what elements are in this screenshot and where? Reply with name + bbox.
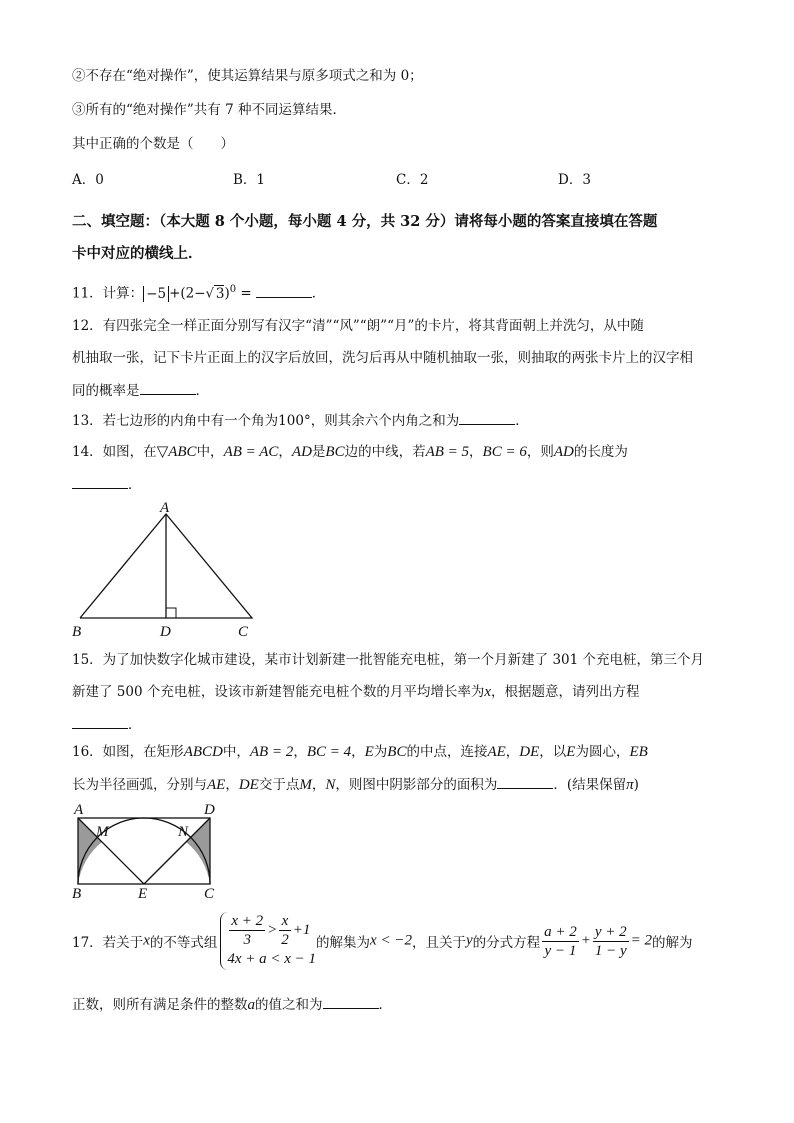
option-b[interactable]: B．1 [233,172,266,188]
q15-end: ． [128,717,142,733]
q17-text: 的解为 [652,935,693,951]
denominator: y − 1 [544,942,577,959]
fraction [593,923,629,960]
denominator: 1 − y [594,942,627,959]
answer-blank-11[interactable] [256,283,312,298]
inequality-system [220,912,316,970]
answer-blank-13[interactable] [459,410,515,425]
q15-line2b: ，根据题意，请列出方程 [491,684,640,700]
q14-math: BC [325,444,345,460]
label-c: C [238,624,249,640]
question-16-line2 [72,774,639,795]
label-b: B [72,886,82,902]
q11-end: ． [311,285,326,302]
label-m: M [96,824,109,840]
q16-math: N [325,777,336,793]
q16-math: AB = 2 [249,744,294,760]
section-heading-cont: 卡中对应的横线上． [72,245,203,262]
label-n: N [178,824,189,840]
label-a: A [160,500,170,516]
q16-text: 长为半径画弧，分别与 [72,777,207,793]
inequality-2: 4x + a < x − 1 [227,951,317,967]
q13-end: ． [515,413,529,429]
q16-text: 为 [373,744,388,760]
q11-root: 3 [215,285,225,302]
answer-blank-16[interactable] [497,774,553,789]
q17-math: x [143,932,150,949]
q16-text: ， [225,777,239,793]
q14-math: AB = 5 [425,444,470,460]
q14-text: 中， [196,444,224,460]
q16-math: π [626,777,634,793]
q14-math: AD [553,444,574,460]
q11-mid: +(2− [169,285,206,302]
fraction [542,923,579,960]
q11-abs: −5 [143,286,169,302]
q14-math: AB = AC [223,444,279,460]
q16-math: E [566,744,576,760]
q14-text: ，则 [526,444,554,460]
answer-blank-14[interactable] [72,474,128,489]
question-12-line2: 机抽取一张，记下卡片正面上的汉字后放回，洗匀后再从中随机抽取一张，则抽取的两张卡片上的汉字相 [72,350,693,366]
answer-blank-12[interactable] [140,380,196,395]
q17-math: y [465,932,473,949]
q16-text: ，则图中阴影部分的面积为 [335,777,498,793]
q16-text: 交于点 [258,777,300,793]
q16-text: ，以 [539,744,567,760]
shaded-region-right [186,818,210,884]
question-12-line3 [72,380,209,401]
q17-math: + [580,932,591,949]
q11-close: ) [224,285,230,302]
q17-math: a [247,997,255,1013]
label-b: B [72,624,82,640]
figure-isosceles-triangle [62,500,272,642]
question-14-answer [72,474,142,495]
q16-text: 的中点，连接 [406,744,488,760]
question-15-answer [72,714,142,735]
q16-math: E [364,744,374,760]
statement-2: ②不存在“绝对操作”，使其运算结果与原多项式之和为 0； [72,68,423,84]
q14-end: ． [128,477,142,493]
q17-text: 17．若关于 [72,935,144,951]
q17-text: 的不等式组 [149,935,218,951]
question-15-line1: 15．为了加快数字化城市建设，某市计划新建一批智能充电桩，第一个月新建了 301 个充电桩，第三个月 [72,652,705,668]
q11-eq: = [236,285,252,302]
label-d: D [204,802,215,818]
answer-blank-17[interactable] [323,994,379,1009]
question-17-line1 [72,912,693,970]
q16-math: DE [519,744,540,760]
sqrt-icon: √ [205,286,214,302]
q17-text: 的解集为 [316,935,371,951]
q14-math: ▽ABC [156,444,197,460]
q16-text: ， [351,744,365,760]
q16-text: 为圆心， [575,744,630,760]
q14-text: ， [469,444,483,460]
q17-text: 的分式方程 [472,935,541,951]
q16-text: ) [633,777,639,793]
q16-math: BC = 4 [306,744,352,760]
q16-text: ， [505,744,520,760]
question-14 [72,442,628,462]
question-15-line2 [72,682,640,702]
q16-text: 16．如图，在矩形 [72,744,184,760]
q17-math: > [267,922,278,938]
q16-math: M [299,777,312,793]
figure-rectangle-arcs [66,800,226,902]
q14-text: 边的中线，若 [344,444,426,460]
q16-text: ， [293,744,307,760]
option-d[interactable]: D．3 [558,172,591,188]
numerator: x [279,912,291,931]
label-c: C [204,886,215,902]
q17-math: x < −2 [370,932,412,949]
q16-math: EB [629,744,648,760]
denominator: 2 [281,931,289,948]
question-11 [72,280,325,305]
q14-text: ， [278,444,292,460]
q14-text: 是 [311,444,326,460]
q16-math: AE [207,777,226,793]
q12-line3-text: 同的概率是 [72,383,140,399]
statement-3: ③所有的“绝对操作”共有 7 种不同运算结果． [72,102,346,118]
q16-math: DE [238,777,259,793]
q16-math: AE [487,744,506,760]
question-16-line1 [72,742,648,762]
fraction [229,912,265,949]
q17-math: = 2 [630,932,653,949]
q11-prefix: 11．计算： [72,285,144,302]
option-a[interactable]: A．0 [72,172,104,188]
section-heading: 二、填空题：（本大题 8 个小题，每小题 4 分，共 32 分）请将每小题的答案直接填在答题 [72,213,658,230]
count-prompt: 其中正确的个数是（ ） [72,136,234,152]
right-angle-mark [166,608,176,618]
q14-text: 14．如图，在 [72,444,157,460]
option-c[interactable]: C．2 [396,172,429,188]
question-12-line1: 12．有四张完全一样正面分别写有汉字“清”“风”“朗”“月”的卡片，将其背面朝上并洗匀，从中随 [72,318,644,334]
q17-text: 正数，则所有满足条件的整数 [72,997,248,1013]
q17-math: +1 [292,922,311,938]
numerator: y + 2 [594,923,627,940]
q17-end: ． [378,997,392,1013]
q16-text: ．(结果保留 [553,777,627,793]
q16-math: ABCD [183,744,223,760]
q17-text: ，且关于 [411,935,466,951]
q17-text: 的值之和为 [255,997,323,1013]
q16-text: ， [311,777,326,793]
question-13 [72,410,529,431]
q14-math: AD [291,444,312,460]
label-d: D [160,624,171,640]
label-a: A [74,802,84,818]
q15-line2a: 新建了 500 个充电桩，设该市新建智能充电桩个数的月平均增长率为 [72,684,485,700]
denominator: 3 [243,931,251,948]
numerator: x + 2 [231,912,264,929]
q16-text: 中， [222,744,250,760]
q14-text: 的长度为 [573,444,628,460]
numerator: a + 2 [544,923,577,940]
label-e: E [138,886,148,902]
q14-math: BC = 6 [482,444,527,460]
question-17-line2 [72,994,392,1015]
q11-exp: 0 [229,284,237,295]
q13-text: 13．若七边形的内角中有一个角为100°，则其余六个内角之和为 [72,413,460,429]
q16-math: BC [387,744,407,760]
inequality-1 [227,912,316,948]
fraction [279,912,291,949]
q12-end: ． [195,383,209,399]
q15-var: x [484,684,492,700]
answer-blank-15[interactable] [72,714,128,729]
